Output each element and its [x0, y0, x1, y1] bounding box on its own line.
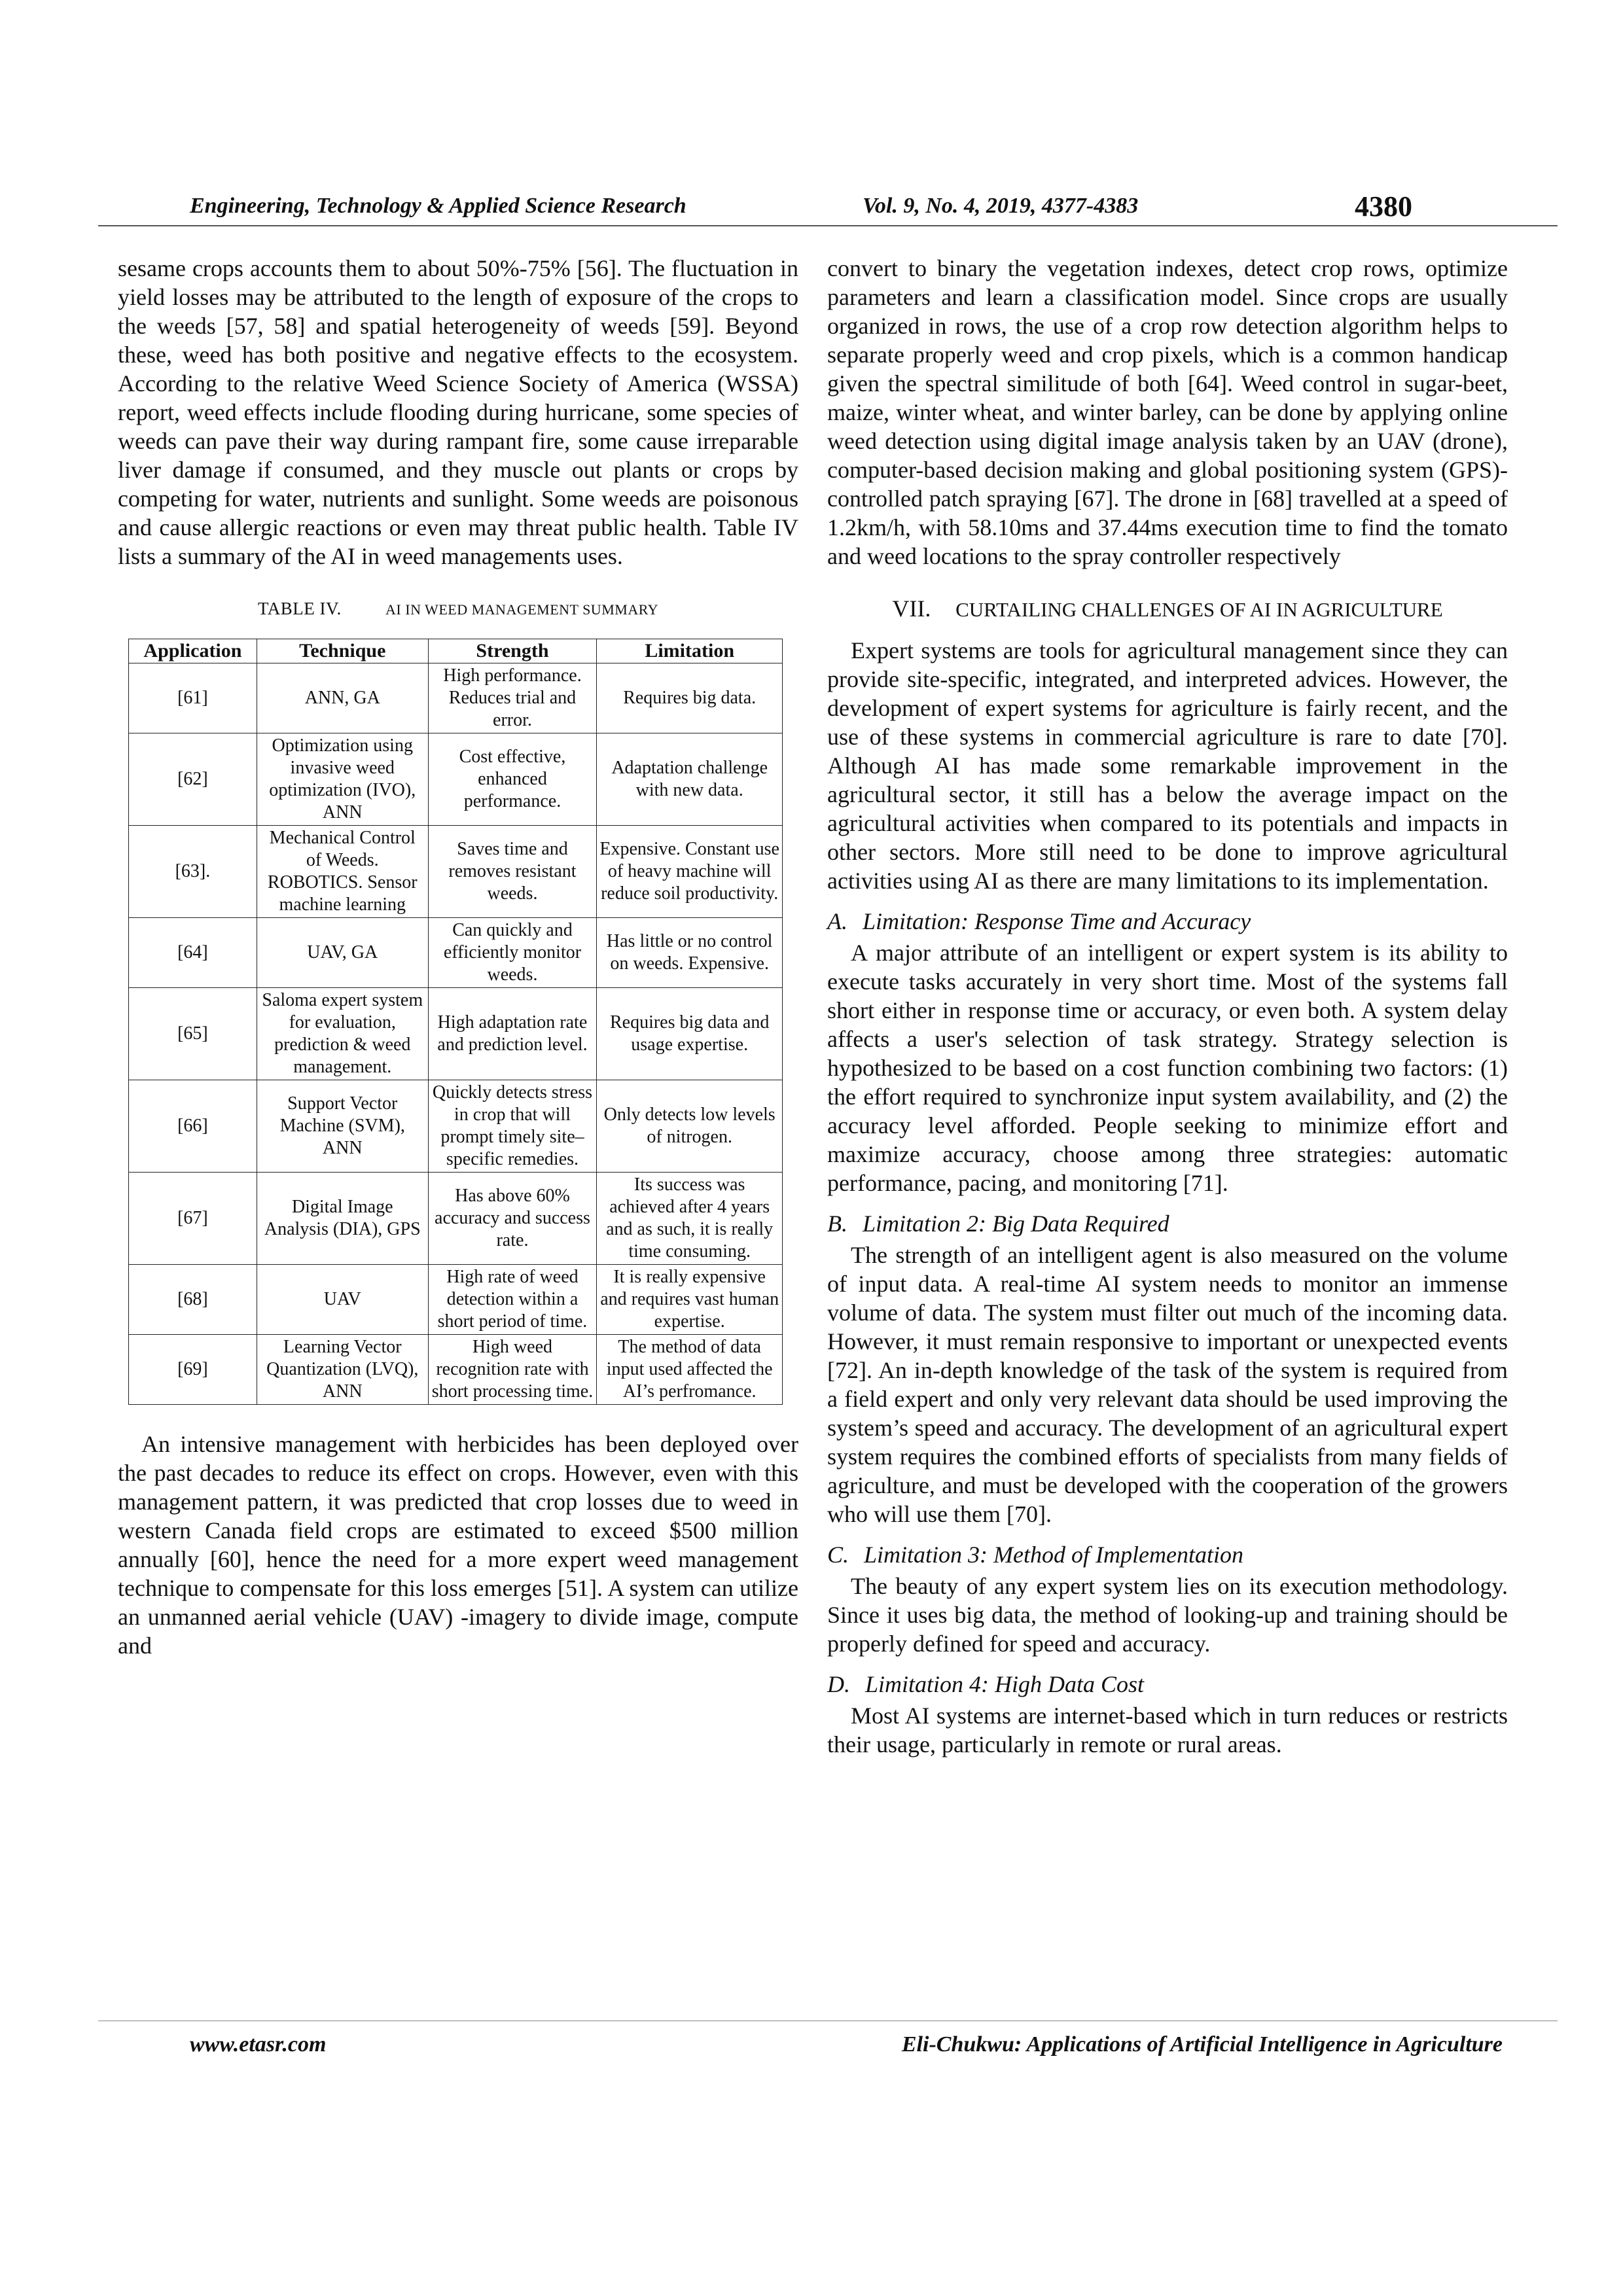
weed-management-table	[128, 639, 783, 1405]
body-paragraph: sesame crops accounts them to about 50%-75% [56]. The fluctuation in yield losses may be attributed to the length of exposure of the crops to the weeds [57, 58] and spatial heterogeneity of weeds [59]. Beyond these, weed has both positive and negative effects to the ecosystem. According to the relative Weed Science Society of America (WSSA) report, weed effects include flooding during hurricane, some species of weeds can pave their way during rampant fire, some cause irreparable liver damage if consumed, and they muscle out plants or crops by competing for water, nutrients and sunlight. Some weeds are poisonous and cause allergic reactions or even may threat public health. Table IV lists a summary of the AI in weed managements uses.	[118, 255, 798, 569]
technique-cell: Learning Vector Quantization (LVQ), ANN	[257, 1335, 428, 1405]
table-row	[129, 663, 783, 733]
limitation-cell: Requires big data.	[597, 663, 783, 733]
section-heading	[827, 594, 1508, 624]
strength-cell: High weed recognition rate with short processing time.	[428, 1335, 597, 1405]
limitation-cell: Its success was achieved after 4 years and as such, it is really time consuming.	[597, 1173, 783, 1265]
application-cell: [63].	[129, 826, 257, 918]
limitation-cell: It is really expensive and requires vast human expertise.	[597, 1265, 783, 1335]
subsection-heading	[827, 1540, 1508, 1569]
technique-cell: Support Vector Machine (SVM), ANN	[257, 1080, 428, 1173]
subsection-title: Limitation 3: Method of Implementation	[864, 1542, 1243, 1568]
application-cell: [61]	[129, 663, 257, 733]
technique-cell: Mechanical Control of Weeds. ROBOTICS. Sensor machine learning	[257, 826, 428, 918]
table-row	[129, 826, 783, 918]
limitation-cell: Requires big data and usage expertise.	[597, 988, 783, 1080]
subsection-letter: D.	[827, 1671, 850, 1697]
body-paragraph: An intensive management with herbicides has been deployed over the past decades to reduce its effect on crops. However, even with this management pattern, it was predicted that crop losses due to weed in western Canada field crops are estimated to exceed $500 million annually [60], hence the need for a more expert weed management technique to compensate for this loss emerges [51]. A system can utilize an unmanned aerial vehicle (UAV) -imagery to divide image, compute and	[118, 1431, 798, 1659]
strength-cell: Can quickly and efficiently monitor weeds.	[428, 918, 597, 988]
body-paragraph: Most AI systems are internet-based which in turn reduces or restricts their usage, particularly in remote or rural areas.	[827, 1703, 1508, 1757]
subsection-heading	[827, 1670, 1508, 1699]
application-cell: [69]	[129, 1335, 257, 1405]
running-header	[98, 188, 1558, 228]
paper-reference: Eli-Chukwu: Applications of Artificial Intelligence in Agriculture	[901, 2032, 1503, 2057]
application-cell: [65]	[129, 988, 257, 1080]
limitation-cell: Adaptation challenge with new data.	[597, 733, 783, 826]
table-number: TABLE IV.	[257, 599, 342, 618]
application-cell: [66]	[129, 1080, 257, 1173]
table-row	[129, 918, 783, 988]
strength-cell: High adaptation rate and prediction level.	[428, 988, 597, 1080]
table-row	[129, 733, 783, 826]
limitation-cell: Has little or no control on weeds. Expensive.	[597, 918, 783, 988]
technique-cell: ANN, GA	[257, 663, 428, 733]
strength-cell: High performance. Reduces trial and error.	[428, 663, 597, 733]
strength-cell: High rate of weed detection within a short period of time.	[428, 1265, 597, 1335]
right-column	[827, 254, 1508, 1759]
subsection-title: Limitation 2: Big Data Required	[863, 1210, 1169, 1237]
body-paragraph: The beauty of any expert system lies on its execution methodology. Since it uses big data, the method of looking-up and training should be properly defined for speed and accuracy.	[827, 1573, 1508, 1657]
table-row	[129, 1080, 783, 1173]
strength-cell: Quickly detects stress in crop that will prompt timely site–specific remedies.	[428, 1080, 597, 1173]
table-row	[129, 1335, 783, 1405]
subsection-letter: B.	[827, 1210, 847, 1237]
volume-info: Vol. 9, No. 4, 2019, 4377-4383	[863, 194, 1139, 218]
left-column	[118, 254, 798, 1660]
table-title: AI IN WEED MANAGEMENT SUMMARY	[385, 601, 659, 618]
journal-title: Engineering, Technology & Applied Science Research	[190, 194, 687, 218]
body-paragraph: The strength of an intelligent agent is also measured on the volume of input data. A real-time AI system needs to monitor an immense volume of data. The system must filter out much of the incoming data. However, it must remain responsive to important or unexpected events [72]. An in-depth knowledge of the task of the system is required from a field expert and only very relevant data should be used improving the system’s speed and accuracy. The development of an agricultural expert system requires the combined efforts of specialists from many fields of agriculture, and must be developed with the cooperation of the growers who will use them [70].	[827, 1242, 1508, 1527]
table-header-row	[129, 639, 783, 663]
application-cell: [67]	[129, 1173, 257, 1265]
table-row	[129, 1173, 783, 1265]
section-title: CURTAILING CHALLENGES OF AI IN AGRICULTURE	[955, 598, 1443, 621]
limitation-cell: The method of data input used affected the AI’s perfromance.	[597, 1335, 783, 1405]
table-row	[129, 988, 783, 1080]
column-header: Strength	[428, 639, 597, 663]
technique-cell: Digital Image Analysis (DIA), GPS	[257, 1173, 428, 1265]
column-header: Limitation	[597, 639, 783, 663]
application-cell: [68]	[129, 1265, 257, 1335]
subsection-letter: C.	[827, 1542, 849, 1568]
strength-cell: Has above 60% accuracy and success rate.	[428, 1173, 597, 1265]
page-number: 4380	[1355, 190, 1412, 222]
body-paragraph: convert to binary the vegetation indexes, detect crop rows, optimize parameters and learn a classification model. Since crops are usually organized in rows, the use of a crop row detection algorithm helps to separate properly weed and crop pixels, which is a common handicap given the spectral similitude of both [64]. Weed control in sugar-beet, maize, winter wheat, and winter barley, can be done by applying online weed detection using digital image analysis taken by an UAV (drone), computer-based decision making and global positioning system (GPS)-controlled patch spraying [67]. The drone in [68] travelled at a speed of 1.2km/h, with 58.10ms and 37.44ms execution time to find the tomato and weed locations to the spray controller respectively	[827, 255, 1508, 569]
technique-cell: Saloma expert system for evaluation, prediction & weed management.	[257, 988, 428, 1080]
technique-cell: UAV	[257, 1265, 428, 1335]
limitation-cell: Only detects low levels of nitrogen.	[597, 1080, 783, 1173]
running-footer	[98, 2032, 1558, 2065]
journal-website: www.etasr.com	[190, 2032, 327, 2057]
body-paragraph: A major attribute of an intelligent or expert system is its ability to execute tasks accurately in very short time. Most of the systems fall short either in response time or accuracy, or even both. A system delay affects a user's selection of task strategy. Strategy selection is hypothesized to be based on a cost function combining two factors: (1) the effort required to synchronize input system availability, and (2) the accuracy level afforded. People seeking to minimize effort and maximize accuracy, choose among three strategies: automatic performance, pacing, and monitoring [71].	[827, 940, 1508, 1196]
subsection-title: Limitation 4: High Data Cost	[865, 1671, 1145, 1697]
section-number: VII.	[892, 595, 931, 622]
strength-cell: Cost effective, enhanced performance.	[428, 733, 597, 826]
subsection-letter: A.	[827, 908, 847, 934]
technique-cell: Optimization using invasive weed optimization (IVO), ANN	[257, 733, 428, 826]
application-cell: [62]	[129, 733, 257, 826]
limitation-cell: Expensive. Constant use of heavy machine will reduce soil productivity.	[597, 826, 783, 918]
technique-cell: UAV, GA	[257, 918, 428, 988]
table-caption	[118, 594, 798, 624]
header-rule	[98, 225, 1558, 226]
subsection-heading	[827, 907, 1508, 936]
column-header: Technique	[257, 639, 428, 663]
strength-cell: Saves time and removes resistant weeds.	[428, 826, 597, 918]
subsection-title: Limitation: Response Time and Accuracy	[863, 908, 1251, 934]
subsection-heading	[827, 1209, 1508, 1238]
column-header: Application	[129, 639, 257, 663]
body-paragraph: Expert systems are tools for agricultural management since they can provide site-specific, integrated, and interpreted advices. However, the development of expert systems for agriculture is fairly recent, and the use of these systems in commercial agriculture is rare to date [70]. Although AI has made some remarkable improvement in the agricultural sector, it still has a below the average impact on the agricultural activities when compared to its potentials and impacts in other sectors. More still need to be done to improve agricultural activities using AI as there are many limitations to its implementation.	[827, 637, 1508, 894]
table-row	[129, 1265, 783, 1335]
application-cell: [64]	[129, 918, 257, 988]
